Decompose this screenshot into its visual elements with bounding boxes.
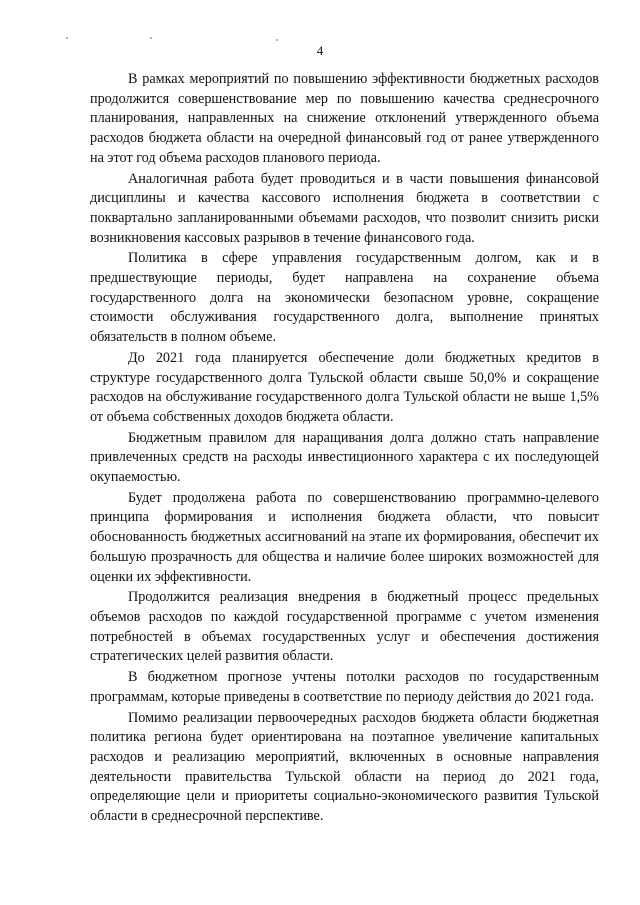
paragraph-financial-discipline: Аналогичная работа будет проводиться и в части повышения финансовой дисциплины и качества кассового исполнения бюджета в соответствии с поквартально запланированными объемами расходов, что позволит снизить риски возникновения кассовых разрывов в течение финансового года. (90, 170, 599, 246)
paragraph-budget-rule: Бюджетным правилом для наращивания долга должно стать направление привлеченных средств на расходы инвестиционного характера с их последующей окупаемостью. (90, 429, 599, 486)
paragraph-program-targeting: Будет продолжена работа по совершенствованию программно-целевого принципа формирования и исполнения бюджета области, что повысит обоснованность бюджетных ассигнований на этапе их формирования, обеспечит их большую прозрачность для общества и наличие более широких возможностей для оценки их эффективности. (90, 489, 599, 585)
page-number: 4 (316, 43, 324, 58)
paragraph-budget-forecast: В бюджетном прогнозе учтены потолки расходов по государственным программам, которые приведены в соответствие по периоду действия до 2021 года. (90, 669, 599, 705)
paragraph-debt-policy: Политика в сфере управления государственным долгом, как и в предшествующие периоды, будет направлена на сохранение объема государственного долга на экономически безопасном уровне, сокращение стоимости обслуживания государственного долга, выполнение принятых обязательств в полном объеме. (90, 250, 599, 346)
paragraph-debt-structure: До 2021 года планируется обеспечение доли бюджетных кредитов в структуре государственного долга Тульской области свыше 50,0% и сокращение расходов на обслуживание государственного долга Тульской области не выше 1,5% от объема собственных доходов бюджета области. (90, 349, 599, 425)
paragraph-spending-limits: Продолжится реализация внедрения в бюджетный процесс предельных объемов расходов по каждой государственной программе с учетом изменения потребностей в объемах государственных услуг и обеспечения достижения стратегических целей развития области. (90, 589, 599, 665)
paragraph-budget-efficiency: В рамках мероприятий по повышению эффективности бюджетных расходов продолжится совершенствование мер по повышению качества среднесрочного планирования, направленных на снижение отклонений утвержденного объема расходов бюджета области на очередной финансовый год от ранее утвержденного на этот год объема расходов планового периода. (90, 71, 599, 166)
scan-speck-1 (66, 37, 68, 39)
paragraph-capital-expenditure: Помимо реализации первоочередных расходов бюджета области бюджетная политика региона будет ориентирована на поэтапное увеличение капитальных расходов и реализацию мероприятий, включенных в основные направления деятельности правительства Тульской области на период до 2021 года, определяющие цели и приоритеты социально-экономического развития Тульской области в среднесрочной перспективе. (90, 709, 599, 825)
scan-speck-2 (150, 37, 152, 39)
document-body (90, 70, 599, 828)
scan-speck-3 (276, 39, 278, 41)
